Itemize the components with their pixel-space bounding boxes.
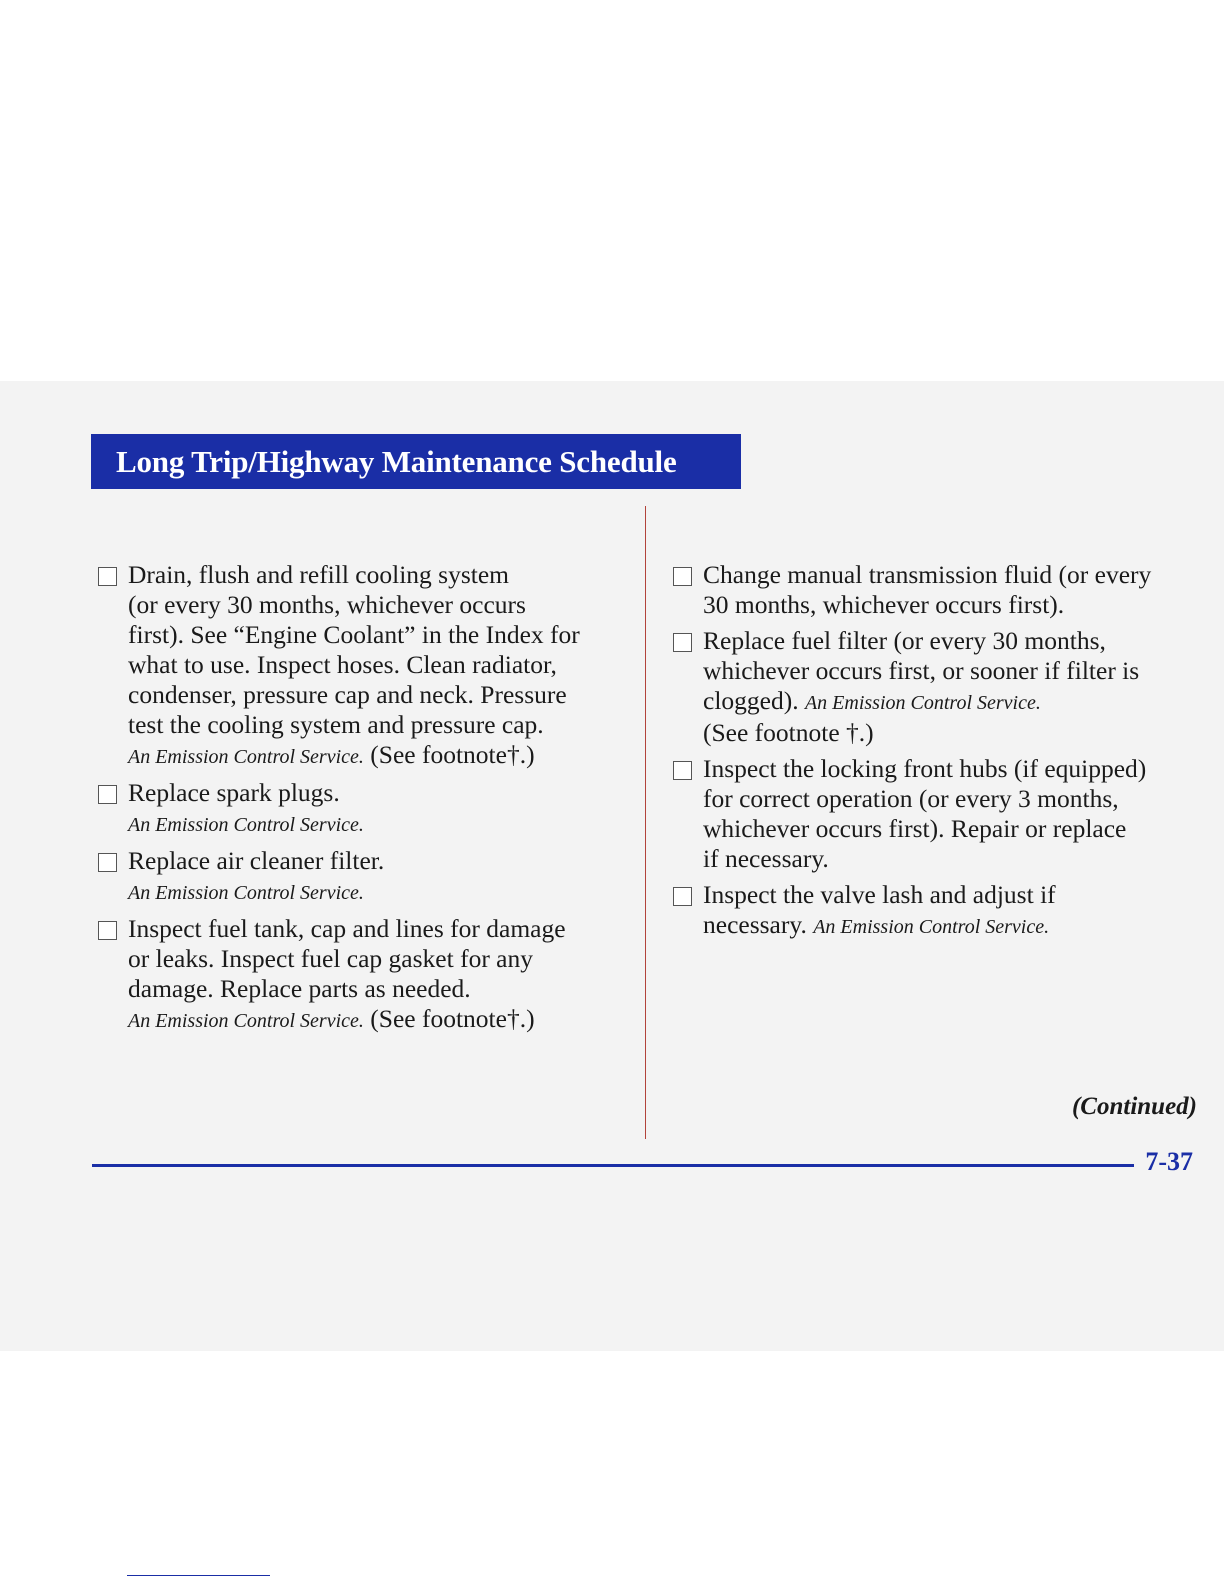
item-text-line: Replace air cleaner filter. bbox=[128, 846, 385, 875]
checklist-item-transmission-fluid bbox=[670, 560, 1200, 620]
item-text-line: what to use. Inspect hoses. Clean radiator, bbox=[128, 650, 557, 679]
item-text-line: test the cooling system and pressure cap. bbox=[128, 710, 544, 739]
item-note-line bbox=[128, 808, 635, 840]
item-text-line: first). See “Engine Coolant” in the Index for bbox=[128, 620, 580, 649]
bottom-rule bbox=[92, 1164, 1134, 1167]
item-text-line: (or every 30 months, whichever occurs bbox=[128, 590, 526, 619]
item-text-line: Replace fuel filter (or every 30 months, bbox=[703, 626, 1106, 655]
item-text-line: Inspect the valve lash and adjust if bbox=[703, 880, 1056, 909]
checkbox-fuel-filter[interactable] bbox=[673, 633, 692, 652]
checkbox-spark-plugs[interactable] bbox=[98, 785, 117, 804]
emission-note: An Emission Control Service. bbox=[128, 882, 364, 904]
item-note-line bbox=[128, 740, 635, 772]
item-note-line bbox=[128, 876, 635, 908]
item-text-line: condenser, pressure cap and neck. Pressure bbox=[128, 680, 567, 709]
emission-note: An Emission Control Service. bbox=[128, 814, 364, 836]
emission-note: An Emission Control Service. bbox=[128, 746, 364, 768]
checkbox-cooling-system[interactable] bbox=[98, 567, 117, 586]
item-text-line: 30 months, whichever occurs first). bbox=[703, 590, 1065, 619]
checkbox-valve-lash[interactable] bbox=[673, 887, 692, 906]
checklist-item-fuel-tank bbox=[95, 914, 635, 1036]
section-title-bar bbox=[91, 434, 741, 489]
item-text-line: if necessary. bbox=[703, 844, 829, 873]
checklist-item-front-hubs bbox=[670, 754, 1200, 874]
checkbox-transmission-fluid[interactable] bbox=[673, 567, 692, 586]
checklist-item-cooling-system bbox=[95, 560, 635, 772]
footnote-ref: (See footnote†.) bbox=[363, 1004, 535, 1033]
item-text-line: damage. Replace parts as needed. bbox=[128, 974, 471, 1003]
item-text-line: whichever occurs first). Repair or replace bbox=[703, 814, 1127, 843]
item-text-tail: clogged). bbox=[703, 686, 805, 715]
checkbox-air-cleaner[interactable] bbox=[98, 853, 117, 872]
page-number: 7-37 bbox=[1145, 1147, 1193, 1176]
continued-label: (Continued) bbox=[1071, 1093, 1197, 1120]
item-text-line: Change manual transmission fluid (or every bbox=[703, 560, 1152, 589]
item-text-line bbox=[703, 910, 1200, 942]
checklist-item-air-cleaner bbox=[95, 846, 635, 908]
column-divider bbox=[645, 506, 646, 1139]
item-text-line: for correct operation (or every 3 months, bbox=[703, 784, 1119, 813]
checklist-item-fuel-filter bbox=[670, 626, 1200, 748]
item-text-tail: necessary. bbox=[703, 910, 814, 939]
item-text-line bbox=[703, 686, 1200, 718]
emission-note: An Emission Control Service. bbox=[813, 916, 1050, 938]
footer-rule bbox=[127, 1575, 270, 1576]
item-text-line: Replace spark plugs. bbox=[128, 778, 340, 807]
left-column bbox=[95, 560, 635, 1042]
checkbox-fuel-tank[interactable] bbox=[98, 921, 117, 940]
checkbox-front-hubs[interactable] bbox=[673, 761, 692, 780]
footnote-ref: (See footnote†.) bbox=[363, 740, 535, 769]
checklist-item-valve-lash bbox=[670, 880, 1200, 942]
item-text-line: Inspect fuel tank, cap and lines for damage bbox=[128, 914, 566, 943]
footnote-ref: (See footnote †.) bbox=[703, 718, 874, 747]
item-text-line: Inspect the locking front hubs (if equipped) bbox=[703, 754, 1147, 783]
item-text-line: or leaks. Inspect fuel cap gasket for any bbox=[128, 944, 533, 973]
item-note-line bbox=[128, 1004, 635, 1036]
item-text-line: whichever occurs first, or sooner if filter is bbox=[703, 656, 1140, 685]
item-text-line: Drain, flush and refill cooling system bbox=[128, 560, 510, 589]
emission-note: An Emission Control Service. bbox=[128, 1010, 364, 1032]
checklist-item-spark-plugs bbox=[95, 778, 635, 840]
right-column bbox=[670, 560, 1200, 948]
emission-note: An Emission Control Service. bbox=[804, 692, 1041, 714]
page-title: Long Trip/Highway Maintenance Schedule bbox=[116, 443, 677, 479]
